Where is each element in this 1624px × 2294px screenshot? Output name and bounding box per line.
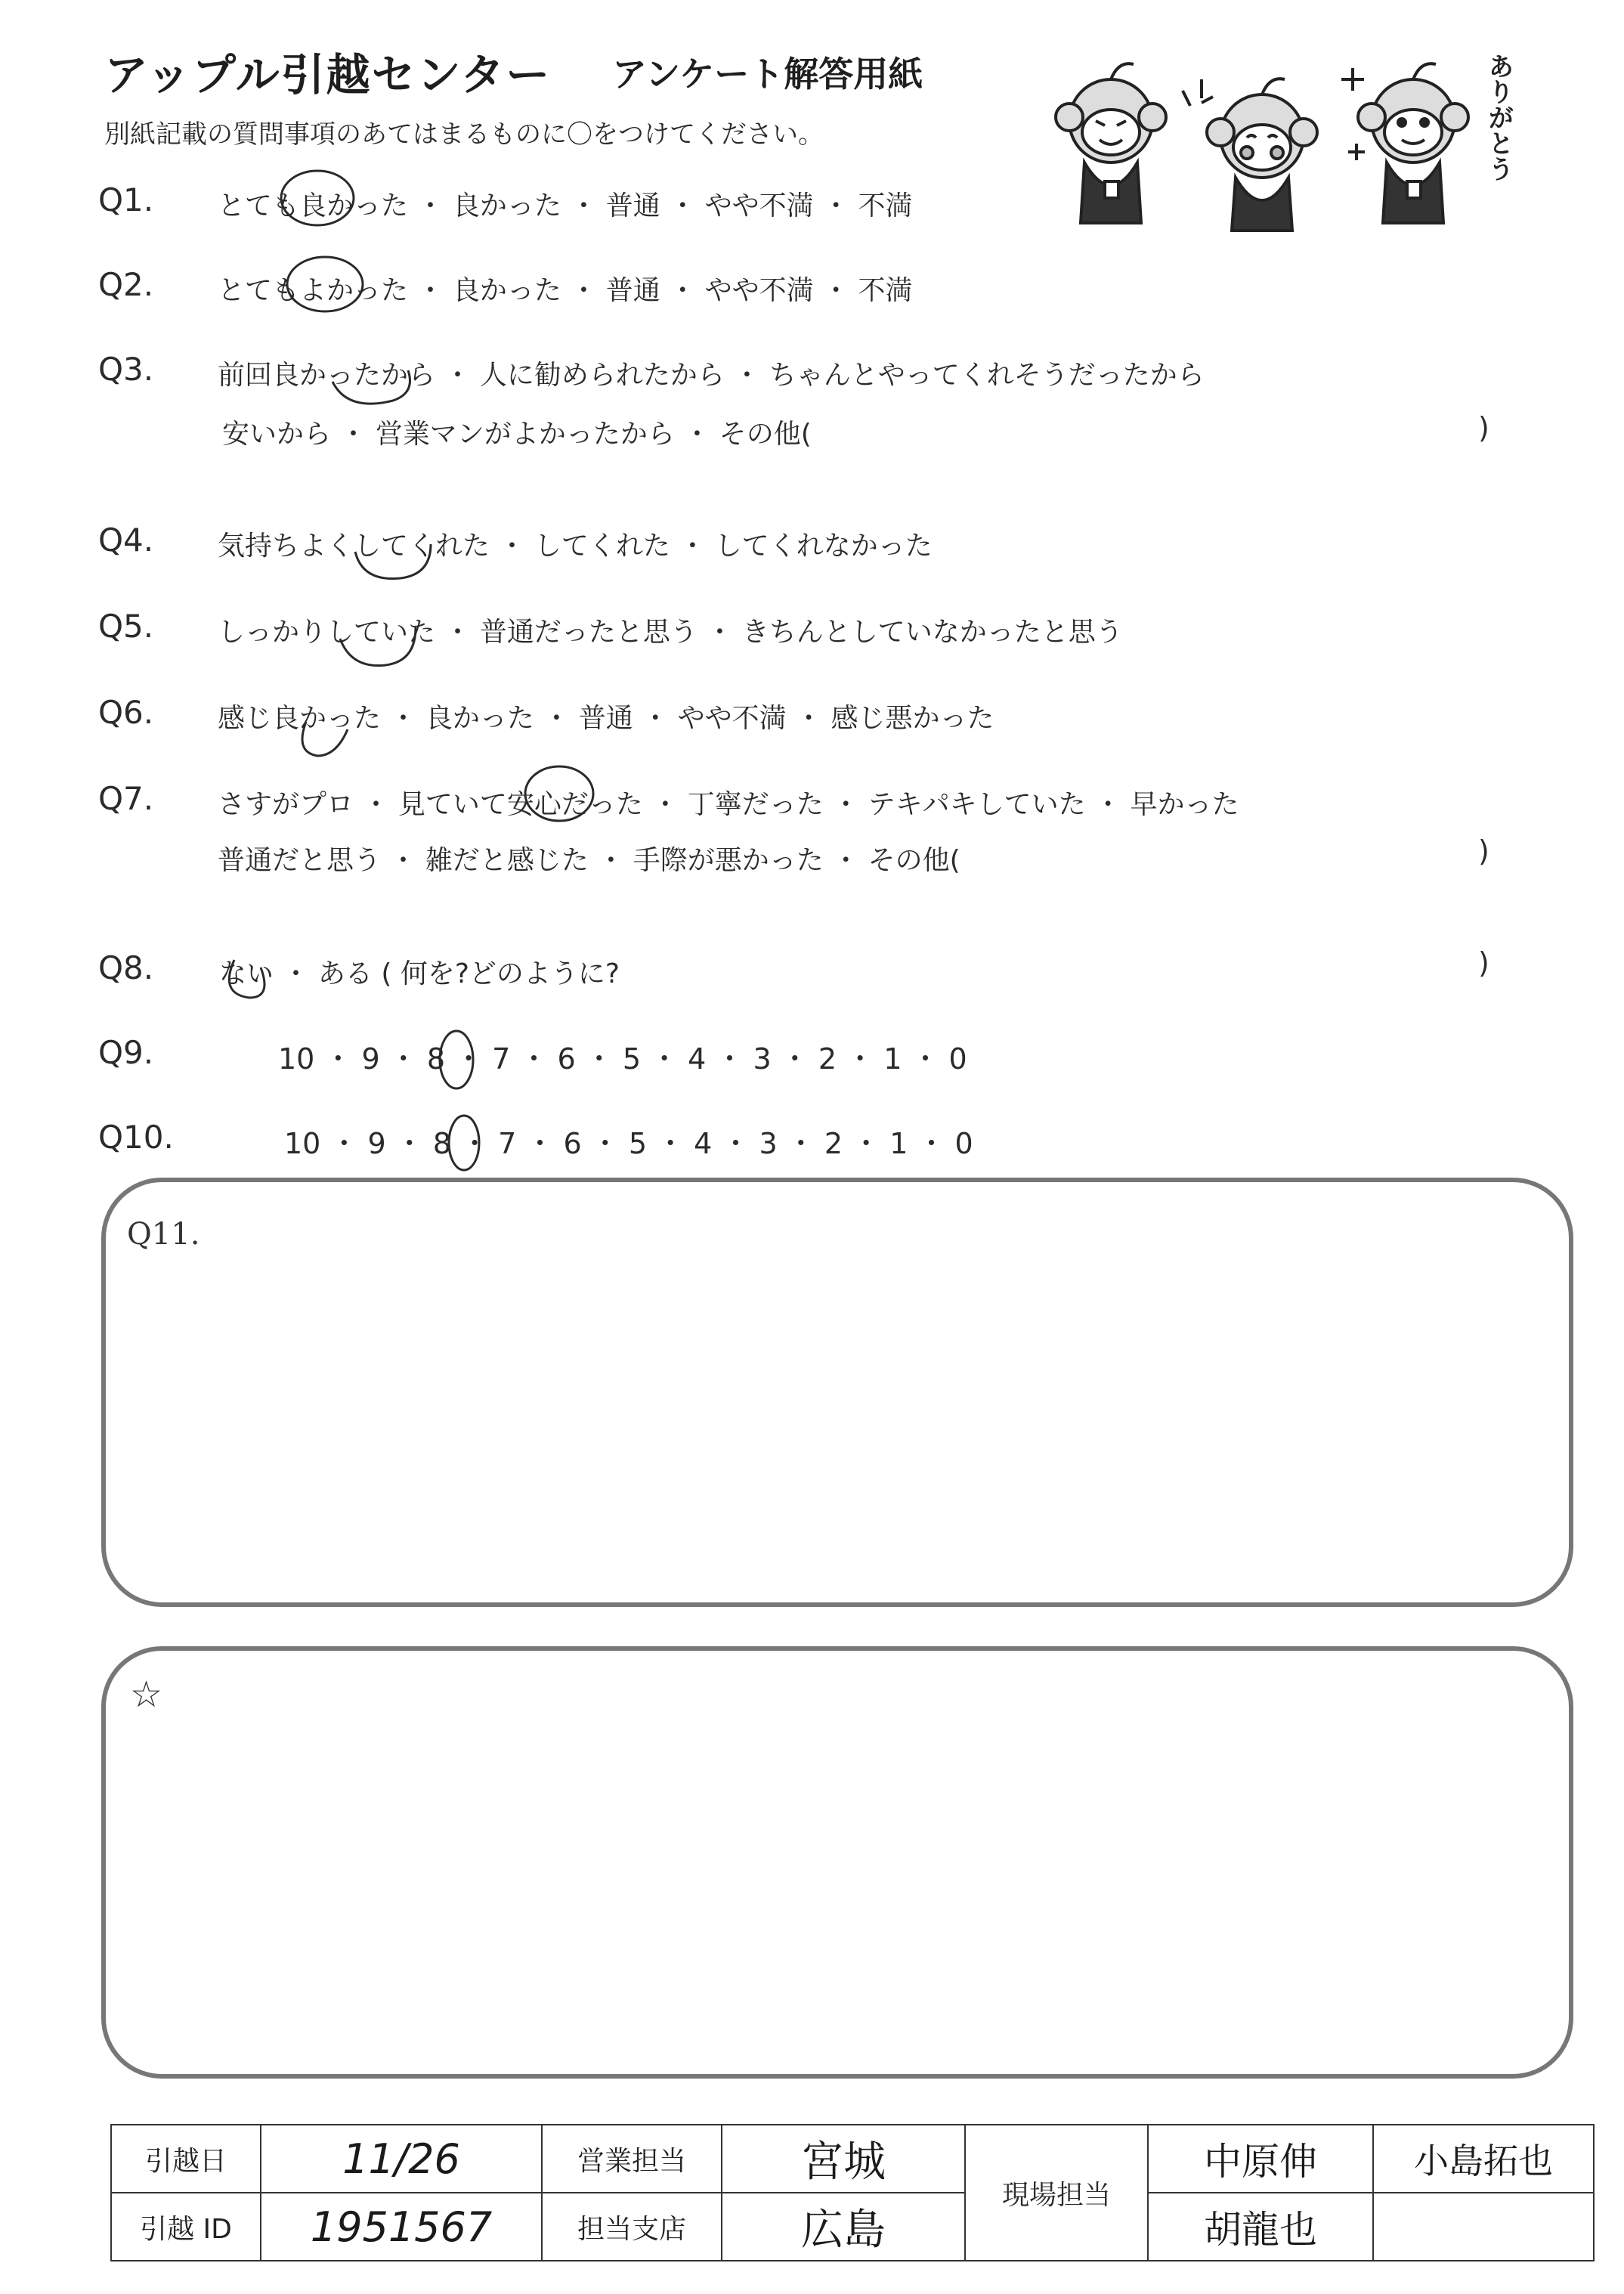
- q7-label: Q7.: [98, 780, 154, 817]
- form-title: アップル引越センター: [104, 49, 552, 101]
- q11-comment-box[interactable]: [101, 1178, 1573, 1607]
- q11-box-label: Q11.: [127, 1217, 200, 1252]
- q3-options-line2[interactable]: 安いから ・ 営業マンがよかったから ・ その他(: [222, 419, 812, 450]
- site-staff-label: 現場担当: [965, 2125, 1148, 2261]
- q6-answer-mark: [302, 722, 348, 756]
- star-comment-box[interactable]: [101, 1646, 1573, 2079]
- q10-scale[interactable]: 10 ・ 9 ・ 8 ・ 7 ・ 6 ・ 5 ・ 4 ・ 3 ・ 2 ・ 1 ・ 0: [284, 1127, 973, 1160]
- q1-answer-circle: [281, 171, 354, 225]
- q4-options[interactable]: 気持ちよくしてくれた ・ してくれた ・ してくれなかった: [218, 531, 933, 562]
- q5-label: Q5.: [98, 608, 154, 645]
- q6-options[interactable]: 感じ良かった ・ 良かった ・ 普通 ・ やや不満 ・ 感じ悪かった: [218, 703, 995, 734]
- move-date-label: 引越日: [111, 2125, 261, 2193]
- q5-options[interactable]: しっかりしていた ・ 普通だったと思う ・ きちんとしていなかったと思う: [218, 617, 1123, 648]
- q6-label: Q6.: [98, 694, 154, 731]
- q8-label: Q8.: [98, 949, 154, 986]
- q2-label: Q2.: [98, 266, 154, 303]
- site-staff-2[interactable]: [1148, 2193, 1373, 2261]
- q7-close-paren: ): [1478, 834, 1489, 868]
- move-id-label: 引越 ID: [111, 2193, 261, 2261]
- mascot-caption: ありがとう: [1483, 53, 1514, 181]
- branch-value[interactable]: [722, 2193, 965, 2261]
- site-staff-3[interactable]: [1373, 2125, 1594, 2193]
- branch-handwriting: 広島: [801, 2206, 886, 2255]
- q5-answer-mark: [340, 627, 416, 666]
- q2-options[interactable]: とてもよかった ・ 良かった ・ 普通 ・ やや不満 ・ 不満: [218, 275, 913, 306]
- q2-answer-circle: [287, 257, 363, 311]
- sales-label: 営業担当: [542, 2125, 722, 2193]
- q8-options[interactable]: ない ・ ある ( 何を?どのように?: [219, 958, 620, 989]
- q3-label: Q3.: [98, 351, 154, 388]
- q7-answer-circle: [525, 766, 593, 821]
- q4-answer-mark: [355, 544, 431, 579]
- q9-scale[interactable]: 10 ・ 9 ・ 8 ・ 7 ・ 6 ・ 5 ・ 4 ・ 3 ・ 2 ・ 1 ・ 0: [278, 1042, 967, 1076]
- site-staff-empty[interactable]: [1373, 2193, 1594, 2261]
- star-box-label: ☆: [130, 1673, 163, 1716]
- q4-label: Q4.: [98, 522, 154, 559]
- q9-answer-circle: [440, 1031, 473, 1088]
- q10-answer-circle: [449, 1116, 479, 1170]
- instruction-text: 別紙記載の質問事項のあてはまるものに〇をつけてください。: [104, 119, 824, 150]
- form-subtitle: アンケート解答用紙: [612, 54, 923, 94]
- q3-answer-mark: [333, 370, 410, 404]
- q3-close-paren: ): [1478, 411, 1489, 444]
- q9-label: Q9.: [98, 1034, 154, 1071]
- q8-answer-mark: [229, 960, 264, 998]
- site-staff-2-handwriting: 胡龍也: [1204, 2208, 1317, 2252]
- q10-label: Q10.: [98, 1119, 174, 1156]
- move-id-handwriting: 1951567: [310, 2203, 493, 2251]
- move-id-value[interactable]: [261, 2193, 542, 2261]
- site-staff-1[interactable]: [1148, 2125, 1373, 2193]
- sales-handwriting: 宮城: [801, 2138, 886, 2187]
- site-staff-1-handwriting: 中原伸: [1204, 2140, 1317, 2184]
- move-info-table: [110, 2124, 1595, 2261]
- move-date-handwriting: 11/26: [342, 2135, 460, 2183]
- q7-options-line2[interactable]: 普通だと思う ・ 雑だと感じた ・ 手際が悪かった ・ その他(: [218, 845, 960, 876]
- site-staff-3-handwriting: 小島拓也: [1414, 2141, 1553, 2181]
- branch-label: 担当支店: [542, 2193, 722, 2261]
- q3-options-line1[interactable]: 前回良かったから ・ 人に勧められたから ・ ちゃんとやってくれそうだったから: [218, 360, 1205, 391]
- q7-options-line1[interactable]: さすがプロ ・ 見ていて安心だった ・ 丁寧だった ・ テキパキしていた ・ 早かった: [218, 789, 1239, 820]
- q8-close-paren: ): [1478, 946, 1489, 980]
- sales-value[interactable]: [722, 2125, 965, 2193]
- q1-options[interactable]: とても良かった ・ 良かった ・ 普通 ・ やや不満 ・ 不満: [218, 190, 913, 221]
- q1-label: Q1.: [98, 181, 154, 218]
- move-date-value[interactable]: [261, 2125, 542, 2193]
